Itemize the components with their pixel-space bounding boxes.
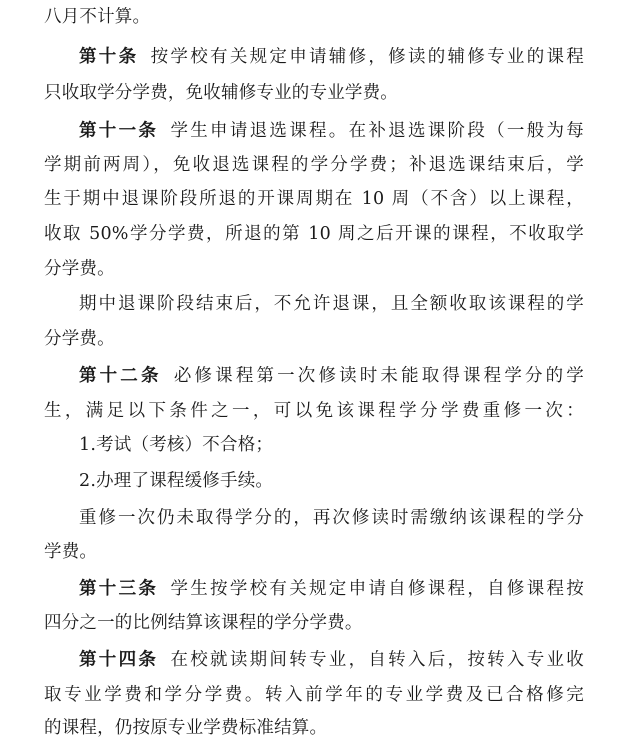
article-label: 第十二条 — [79, 366, 162, 386]
text-line: 学期前两周），免收退选课程的学分学费；补退选课结束后，学 — [44, 155, 584, 175]
text-line: 学费。 — [44, 542, 98, 562]
text-line: 的课程，仍按原专业学费标准结算。 — [44, 718, 328, 738]
text-line: 重修一次仍未取得学分的，再次修读时需缴纳该课程的学分 — [79, 508, 584, 528]
text-line: 八月不计算。 — [44, 7, 151, 27]
text-line: 四分之一的比例结算该课程的学分学费。 — [44, 613, 363, 633]
text-line: 取专业学费和学分学费。转入前学年的专业学费及已合格修完 — [44, 685, 584, 705]
article-label: 第十三条 — [79, 579, 159, 599]
article-label: 第十条 — [79, 47, 139, 67]
list-item: 2.办理了课程缓修手续。 — [79, 471, 274, 491]
text-line: 只收取学分学费，免收辅修专业的专业学费。 — [44, 83, 398, 103]
article-14-heading-line: 第十四条 在校就读期间转专业，自转入后，按转入专业收 — [79, 650, 584, 670]
text-line: 期中退课阶段结束后，不允许退课，且全额收取该课程的学 — [79, 294, 584, 314]
text-line: 收取 50%学分学费，所退的第 10 周之后开课的课程，不收取学 — [44, 224, 584, 244]
text-line: 分学费。 — [44, 329, 115, 349]
article-label: 第十一条 — [79, 121, 159, 141]
article-10-heading-line: 第十条 按学校有关规定申请辅修，修读的辅修专业的课程 — [79, 47, 584, 67]
text-line: 生于期中退课阶段所退的开课周期在 10 周（不含）以上课程， — [44, 189, 584, 209]
list-item: 1.考试（考核）不合格； — [79, 435, 274, 455]
article-12-heading-line: 第十二条 必修课程第一次修读时未能取得课程学分的学 — [79, 366, 584, 386]
article-label: 第十四条 — [79, 650, 159, 670]
article-11-heading-line: 第十一条 学生申请退选课程。在补退选课阶段（一般为每 — [79, 121, 584, 141]
text-line: 生，满足以下条件之一，可以免该课程学分学费重修一次： — [44, 401, 584, 421]
article-13-heading-line: 第十三条 学生按学校有关规定申请自修课程，自修课程按 — [79, 579, 584, 599]
text-line: 分学费。 — [44, 259, 115, 279]
